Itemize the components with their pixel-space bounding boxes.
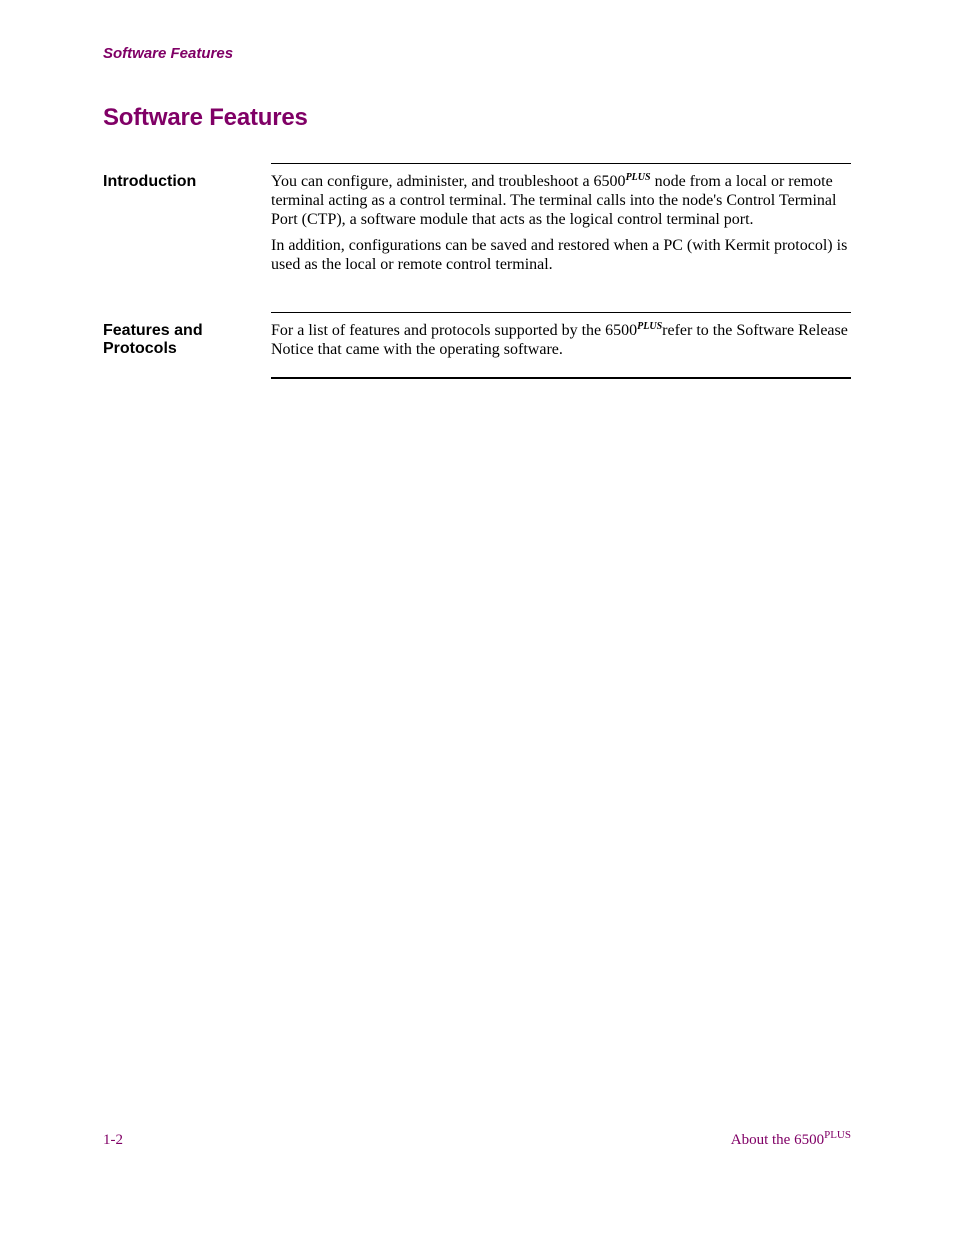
footer-doc-title-text: About the 6500 xyxy=(730,1132,825,1148)
features-text-before: For a list of features and protocols supported by the 6500 xyxy=(271,322,638,339)
section-rule-top xyxy=(271,163,851,164)
section-rule-bottom xyxy=(271,377,851,379)
label-line-1: Features and xyxy=(103,322,203,339)
intro-paragraph-1 xyxy=(271,172,851,229)
section-label-introduction: Introduction xyxy=(103,173,197,190)
section-body-features-protocols xyxy=(271,321,851,366)
plus-superscript: PLUS xyxy=(625,172,651,183)
section-label-features-protocols xyxy=(103,322,263,358)
features-text-after: refer to the Software Release Notice that came with the operating software. xyxy=(271,322,848,358)
label-line-2: Protocols xyxy=(103,340,177,357)
footer-doc-title xyxy=(730,1129,851,1149)
plus-superscript: PLUS xyxy=(637,321,663,332)
intro-text-after: node from a local or remote terminal acting as a control terminal. The terminal calls into the node's Control Terminal Port (CTP), a software module that acts as the logical control terminal port. xyxy=(271,173,837,228)
page-title: Software Features xyxy=(103,104,308,131)
intro-paragraph-2: In addition, configurations can be saved and restored when a PC (with Kermit protocol) is used as the local or remote control terminal. xyxy=(271,237,848,273)
running-header: Software Features xyxy=(103,45,234,62)
features-paragraph-1 xyxy=(271,321,851,359)
section-body-introduction xyxy=(271,172,851,281)
section-rule-middle xyxy=(271,312,851,313)
intro-text-before: You can configure, administer, and troubleshoot a 6500 xyxy=(271,173,626,190)
footer-plus-superscript: PLUS xyxy=(824,1129,851,1141)
footer-page-number: 1-2 xyxy=(103,1132,123,1148)
